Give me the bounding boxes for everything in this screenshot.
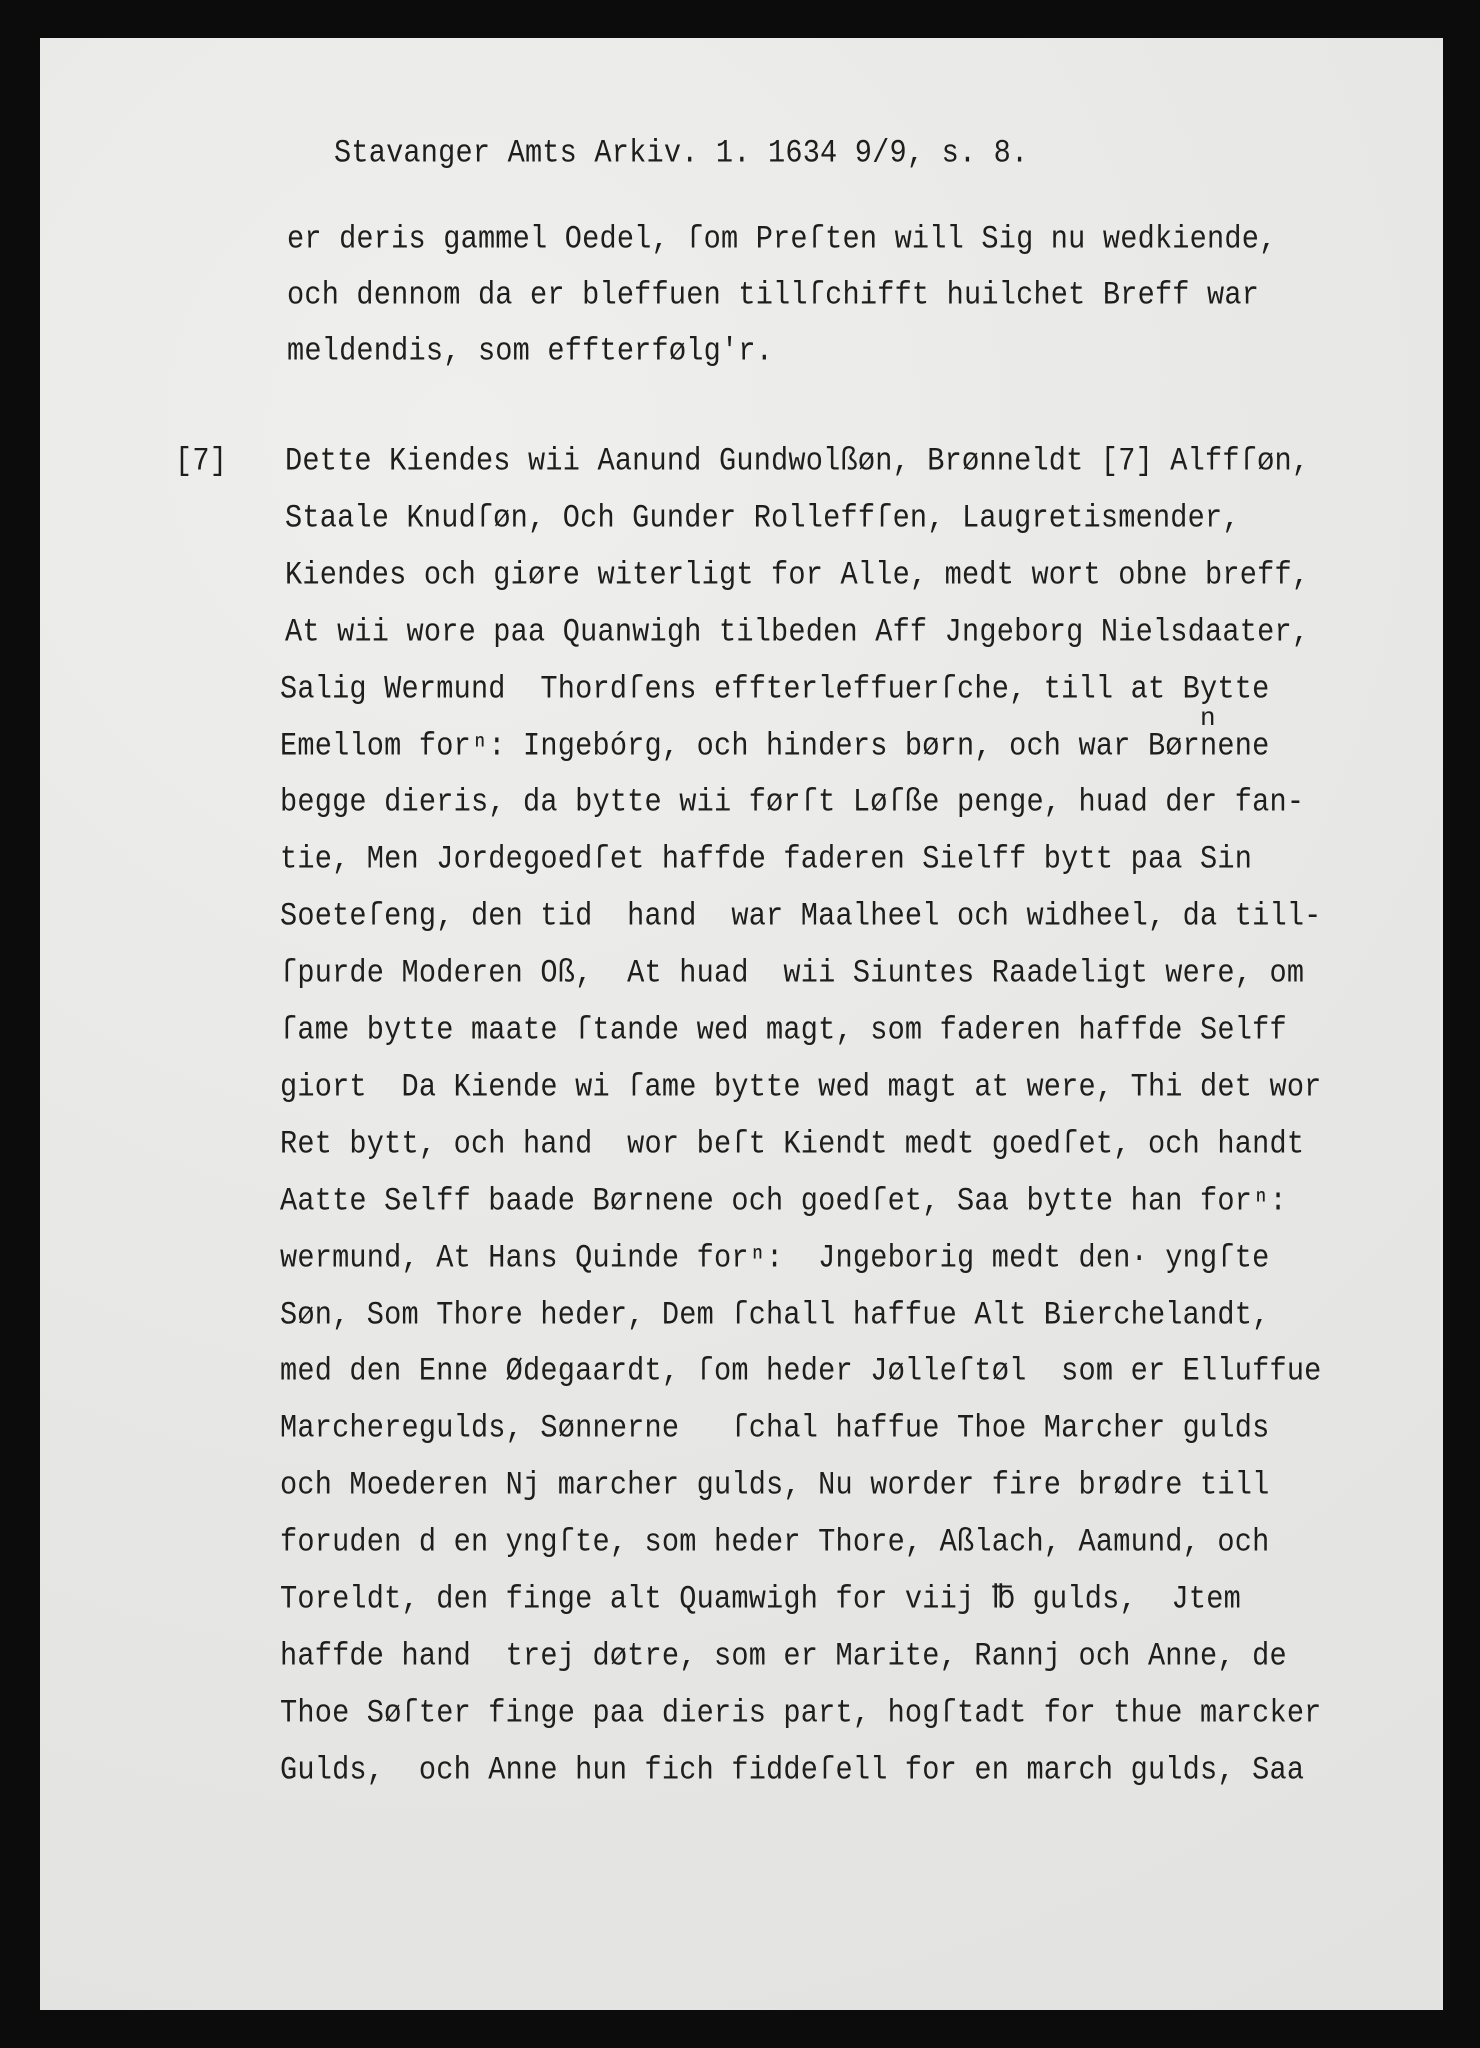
body-text-line: Soeteſeng, den tid hand war Maalheel och widheel, da till-: [280, 897, 1322, 935]
body-text-line: giort Da Kiende wi ſame bytte wed magt at were, Thi det wor: [280, 1068, 1322, 1106]
body-text-line: begge dieris, da bytte wii førſt Løſße penge, huad der fan-: [280, 784, 1305, 821]
body-text-line: foruden d en yngſte, som heder Thore, Aßlach, Aamund, och: [280, 1523, 1270, 1561]
document-page: [40, 38, 1443, 2010]
archive-reference-header: Stavanger Amts Arkiv. 1. 1634 9/9, s. 8.: [334, 134, 1029, 172]
body-text-line: Emellom forⁿ: Ingebórg, och hinders børn, och war Børnene: [280, 727, 1270, 765]
insertion-mark: n: [1200, 703, 1216, 733]
body-text-line: ſame bytte maate ſtande wed magt, som faderen haffde Selff: [280, 1011, 1287, 1049]
body-text-line: med den Enne Ødegaardt, ſom heder Jølleſtøl som er Elluffue: [280, 1353, 1322, 1390]
body-text-line: Gulds, och Anne hun fich fiddeſell for en march gulds, Saa: [280, 1751, 1305, 1789]
body-text-line: Kiendes och giøre witerligt for Alle, medt wort obne breff,: [285, 556, 1310, 594]
body-text-line: ſpurde Moderen Oß, At huad wii Siuntes Raadeligt were, om: [280, 954, 1305, 992]
body-text-line: och Moederen Nj marcher gulds, Nu worder fire brødre till: [280, 1466, 1270, 1504]
body-text-line: wermund, At Hans Quinde forⁿ: Jngeborig medt den· yngſte: [280, 1239, 1270, 1277]
body-text-line: Ret bytt, och hand wor beſt Kiendt medt goedſet, och handt: [280, 1125, 1305, 1163]
body-text-line: haffde hand trej døtre, som er Marite, Rannj och Anne, de: [280, 1637, 1287, 1675]
body-text-line: Søn, Som Thore heder, Dem ſchall haffue Alt Bierchelandt,: [280, 1296, 1270, 1334]
intro-text-line: och dennom da er bleffuen tillſchifft huilchet Breff war: [287, 276, 1260, 314]
body-text-line: At wii wore paa Quanwigh tilbeden Aff Jngeborg Nielsdaater,: [285, 613, 1310, 651]
margin-note: [7]: [175, 442, 228, 480]
body-text-line: tie, Men Jordegoedſet haffde faderen Sielff bytt paa Sin: [280, 840, 1253, 878]
body-text-line: Dette Kiendes wii Aanund Gundwolßøn, Brønneldt [7] Alffſøn,: [285, 442, 1310, 480]
body-text-line: Thoe Søſter finge paa dieris part, hogſtadt for thue marcker: [280, 1694, 1322, 1732]
body-text-line: Aatte Selff baade Børnene och goedſet, Saa bytte han forⁿ:: [280, 1182, 1287, 1220]
body-text-line: Toreldt, den finge alt Quamwigh for viij ℔ gulds, Jtem: [280, 1580, 1241, 1618]
body-text-line: Salig Wermund Thordſens effterleffuerſche, till at Bytte: [280, 670, 1270, 708]
intro-text-line: meldendis, som effterfølg'r.: [287, 332, 774, 370]
intro-text-line: er deris gammel Oedel, ſom Preſten will Sig nu wedkiende,: [287, 220, 1277, 258]
body-text-line: Staale Knudſøn, Och Gunder Rolleffſen, Laugretismender,: [285, 499, 1240, 537]
body-text-line: Marcheregulds, Sønnerne ſchal haffue Thoe Marcher gulds: [280, 1409, 1270, 1447]
